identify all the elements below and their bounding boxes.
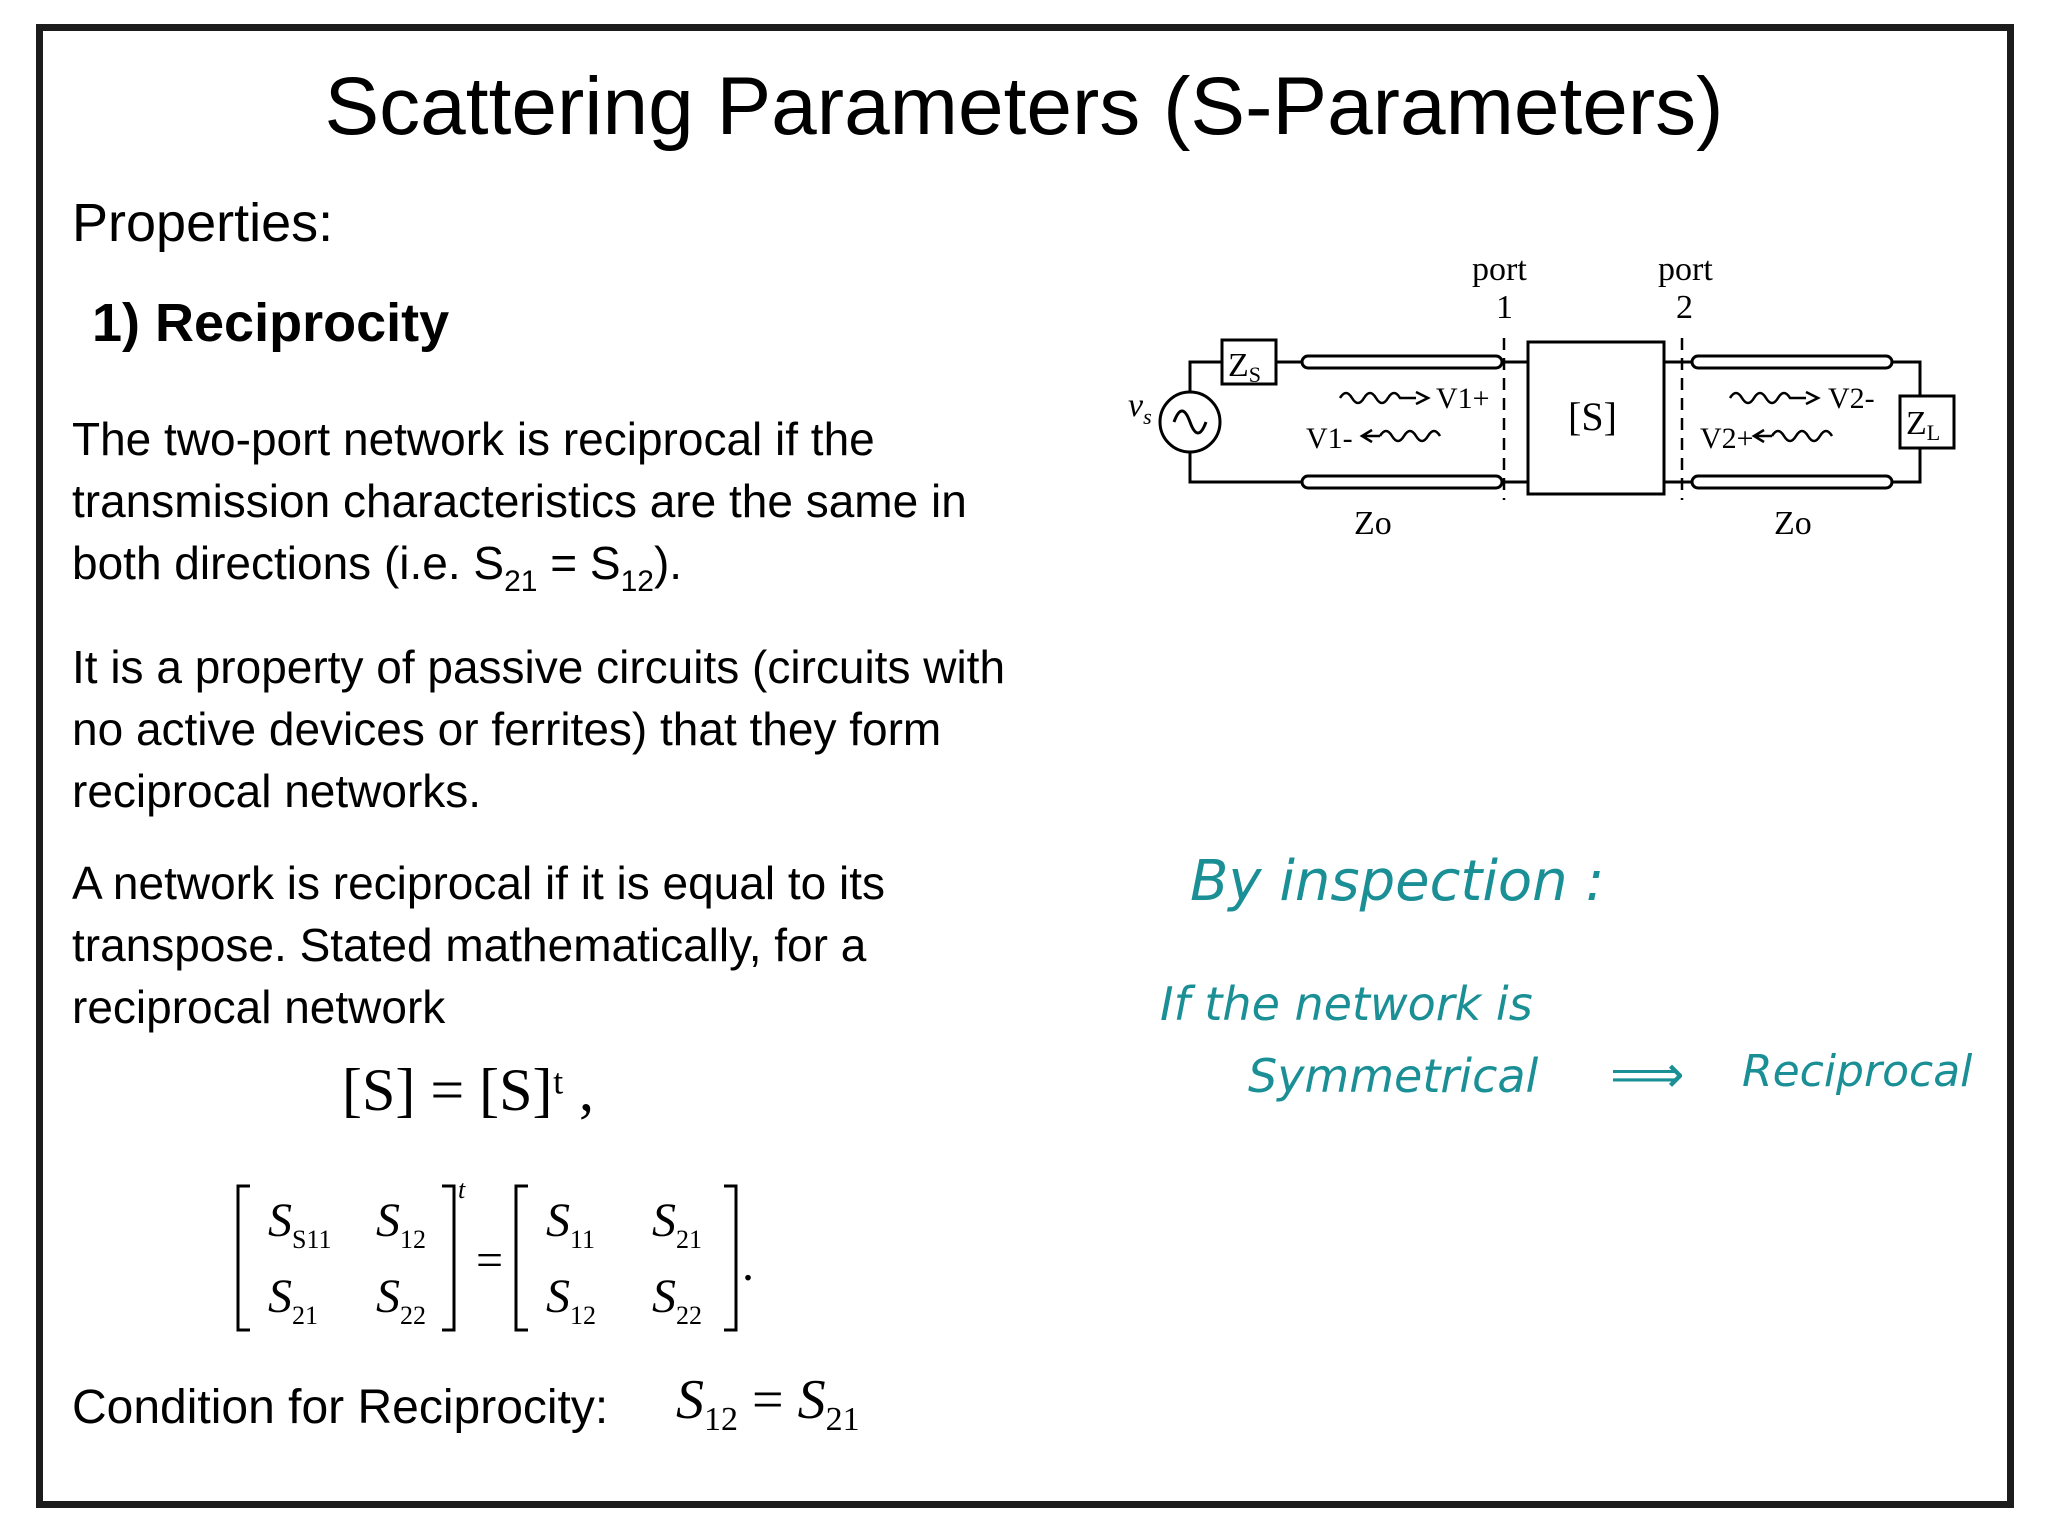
zs-label: ZS (1228, 347, 1262, 387)
p3-line3: reciprocal network (72, 981, 446, 1033)
s-block-label: [S] (1568, 394, 1617, 439)
zo-left-label: Zo (1354, 505, 1392, 542)
p1-mid: = S (537, 537, 621, 589)
two-port-network-diagram (1110, 250, 1960, 550)
slide-title: Scattering Parameters (S-Parameters) (324, 61, 1724, 152)
transpose-mark: t (458, 1175, 466, 1204)
zo-right-label: Zo (1774, 505, 1812, 542)
matrix-equals: = (476, 1234, 504, 1287)
left-matrix-bracket-open (238, 1186, 250, 1330)
right-matrix-bracket-open (516, 1186, 528, 1330)
p1-sub-12: 12 (620, 565, 654, 598)
port2-number: 2 (1676, 289, 1693, 326)
p1-line2: transmission characteristics are the same in (72, 475, 967, 527)
m-right-21: $S_{21}$ (652, 1194, 702, 1254)
port1-label: port (1472, 251, 1527, 288)
v2-plus-label: V2+ (1700, 422, 1754, 455)
condition-label: Condition for Reciprocity: (72, 1381, 609, 1434)
p2-line3: reciprocal networks. (72, 765, 482, 817)
p1-sub-21: 21 (504, 565, 538, 598)
p2-line2: no active devices or ferrites) that they form (72, 703, 942, 755)
m-left-21: $S_{21}$ (268, 1270, 318, 1330)
properties-label: Properties: (72, 193, 334, 253)
p3-line2: transpose. Stated mathematically, for a (72, 919, 867, 971)
section-heading: 1) Reciprocity (92, 293, 450, 353)
v1-minus-label: V1- (1306, 422, 1353, 455)
paragraph-transpose (72, 852, 1132, 1038)
p3-line1: A network is reciprocal if it is equal to its (72, 857, 885, 909)
p2-line1: It is a property of passive circuits (circuits with (72, 641, 1006, 693)
m-right-12: $S_{12}$ (546, 1270, 596, 1330)
source-label: $v_s$ (1128, 387, 1152, 429)
p1-line1: The two-port network is reciprocal if the (72, 413, 875, 465)
right-matrix-bracket-close (724, 1186, 736, 1330)
handwritten-notes (1160, 840, 1980, 1140)
matrix-equation (230, 1175, 790, 1340)
m-left-12: $S_{12}$ (376, 1194, 426, 1254)
p1-line3-post: ). (653, 537, 683, 589)
m-right-22: $S_{22}$ (652, 1270, 702, 1330)
m-left-11: $S_{S11}$ (268, 1194, 332, 1254)
paragraph-passive-circuits (72, 636, 1162, 822)
hw-implies-arrow: ⟹ (1610, 1045, 1685, 1105)
left-matrix-bracket-close (442, 1186, 454, 1330)
matrix-period: . (742, 1238, 754, 1291)
p1-line3-pre: both directions (i.e. S (72, 537, 505, 589)
port1-number: 1 (1496, 289, 1513, 326)
transpose-equation: [S] = [S]ᵗ , (342, 1057, 594, 1123)
m-left-22: $S_{22}$ (376, 1270, 426, 1330)
v2-minus-label: V2- (1828, 382, 1875, 415)
hw-if-network: If the network is (1160, 977, 1533, 1031)
hw-by-inspection: By inspection : (1190, 849, 1605, 914)
hw-reciprocal: Reciprocal (1742, 1046, 1973, 1097)
paragraph-reciprocity-definition (72, 408, 1132, 601)
zl-label: ZL (1906, 405, 1941, 445)
port2-label: port (1658, 251, 1713, 288)
v1-plus-label: V1+ (1436, 382, 1490, 415)
condition-equation: $S_{12} = S_{21}$ (676, 1369, 860, 1438)
m-right-11: $S_{11}$ (546, 1194, 596, 1254)
hw-symmetrical: Symmetrical (1248, 1049, 1539, 1103)
